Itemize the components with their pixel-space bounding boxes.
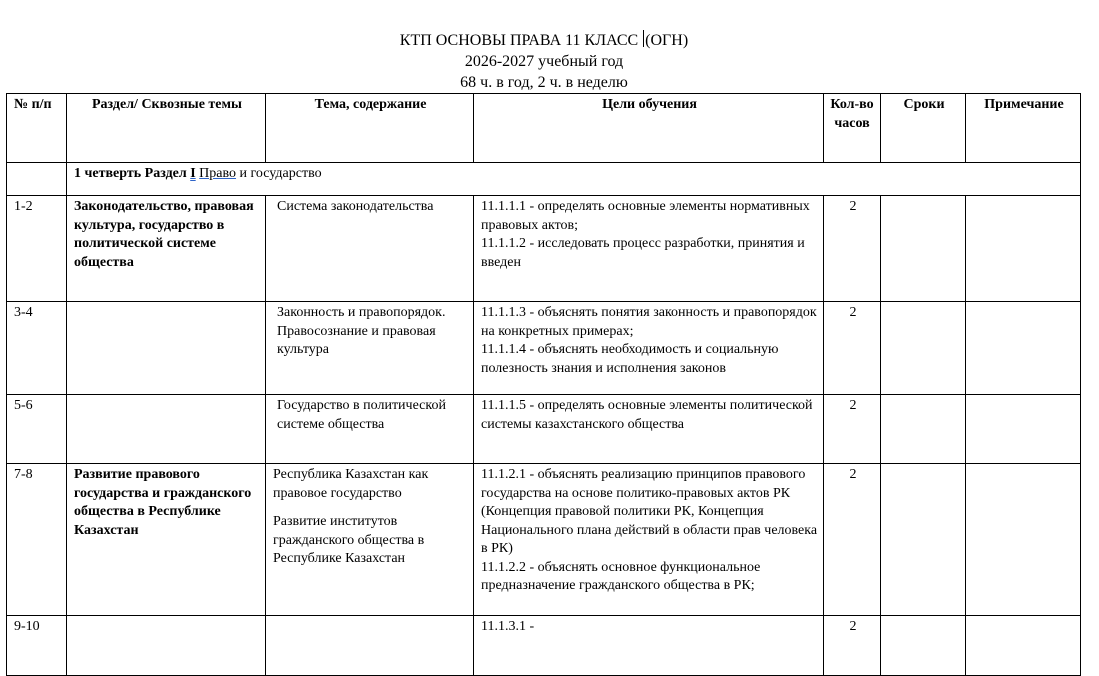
topic-item: Развитие институтов гражданского общества в Республике Казахстан <box>273 514 425 566</box>
document-header <box>0 30 1088 93</box>
row-note <box>966 395 1081 464</box>
goal-item: 11.1.2.2 - объяснять основное функциональное предназначение гражданского общества в РК; <box>481 559 761 593</box>
row-hours: 2 <box>824 395 881 464</box>
row-hours: 2 <box>824 302 881 395</box>
row-hours: 2 <box>824 196 881 302</box>
col-header-topic: Тема, содержание <box>266 94 474 163</box>
table-header-row <box>7 94 1081 163</box>
row-section: Развитие правового государства и гражданского общества в Республике Казахстан <box>67 464 266 616</box>
row-section <box>67 302 266 395</box>
row-section: Законодательство, правовая культура, государство в политической системе общества <box>67 196 266 302</box>
row-dates <box>881 302 966 395</box>
row-topic <box>266 464 474 616</box>
goal-item: 11.1.1.4 - объяснять необходимость и социальную полезность знания и исполнения законов <box>481 342 779 376</box>
table-row <box>7 464 1081 616</box>
title-suffix: (ОГН) <box>645 32 689 49</box>
row-num: 9-10 <box>7 616 67 676</box>
goal-item: 11.1.1.1 - определять основные элементы нормативных правовых актов; <box>481 199 810 233</box>
col-header-dates: Сроки <box>881 94 966 163</box>
document-title <box>0 30 1088 51</box>
row-goals <box>474 616 824 676</box>
quarter-roman: I <box>190 166 196 181</box>
row-topic <box>266 616 474 676</box>
goal-item: 11.1.2.1 - объяснять реализацию принципов правового государства на основе политико-правовых актов РК (Концепция правовой политики РК, Концепция Национального плана действий в области прав человека в РК) <box>481 467 818 556</box>
row-topic: Система законодательства <box>266 196 474 302</box>
goal-item: 11.1.3.1 - <box>481 619 535 634</box>
title-text: КТП ОСНОВЫ ПРАВА 11 КЛАСС <box>399 32 639 49</box>
row-dates <box>881 395 966 464</box>
row-section <box>67 616 266 676</box>
quarter-row <box>7 163 1081 196</box>
row-num: 3-4 <box>7 302 67 395</box>
row-hours: 2 <box>824 464 881 616</box>
col-header-num: № п/п <box>7 94 67 163</box>
quarter-title <box>67 163 1081 196</box>
row-goals <box>474 395 824 464</box>
row-note <box>966 302 1081 395</box>
row-dates <box>881 616 966 676</box>
table-row <box>7 196 1081 302</box>
goal-item: 11.1.1.2 - исследовать процесс разработки, принятия и введен <box>481 236 805 270</box>
quarter-prefix: 1 четверть Раздел <box>74 166 191 181</box>
row-section <box>67 395 266 464</box>
table-row <box>7 395 1081 464</box>
goal-item: 11.1.1.5 - определять основные элементы политической системы казахстанского общества <box>481 398 813 432</box>
hours-per-year: 68 ч. в год, 2 ч. в неделю <box>460 74 628 91</box>
row-note <box>966 616 1081 676</box>
row-dates <box>881 464 966 616</box>
row-goals <box>474 196 824 302</box>
col-header-section: Раздел/ Сквозные темы <box>67 94 266 163</box>
quarter-word: Право <box>199 166 237 181</box>
row-hours: 2 <box>824 616 881 676</box>
topic-item: Республика Казахстан как правовое государство <box>273 467 429 501</box>
goal-item: 11.1.1.3 - объяснять понятия законность и правопорядок на конкретных примерах; <box>481 305 817 339</box>
col-header-note: Примечание <box>966 94 1081 163</box>
row-num: 1-2 <box>7 196 67 302</box>
col-header-hours: Кол-во часов <box>824 94 881 163</box>
row-goals <box>474 464 824 616</box>
row-note <box>966 196 1081 302</box>
row-topic: Государство в политической системе общества <box>266 395 474 464</box>
row-dates <box>881 196 966 302</box>
quarter-rest: и государство <box>236 166 322 181</box>
row-note <box>966 464 1081 616</box>
row-goals <box>474 302 824 395</box>
row-topic: Законность и правопорядок. Правосознание и правовая культура <box>266 302 474 395</box>
table-row <box>7 616 1081 676</box>
academic-year: 2026-2027 учебный год <box>464 53 624 70</box>
ktp-table <box>6 93 1081 676</box>
quarter-num-cell <box>7 163 67 196</box>
table-row <box>7 302 1081 395</box>
row-num: 5-6 <box>7 395 67 464</box>
col-header-goals: Цели обучения <box>474 94 824 163</box>
row-num: 7-8 <box>7 464 67 616</box>
